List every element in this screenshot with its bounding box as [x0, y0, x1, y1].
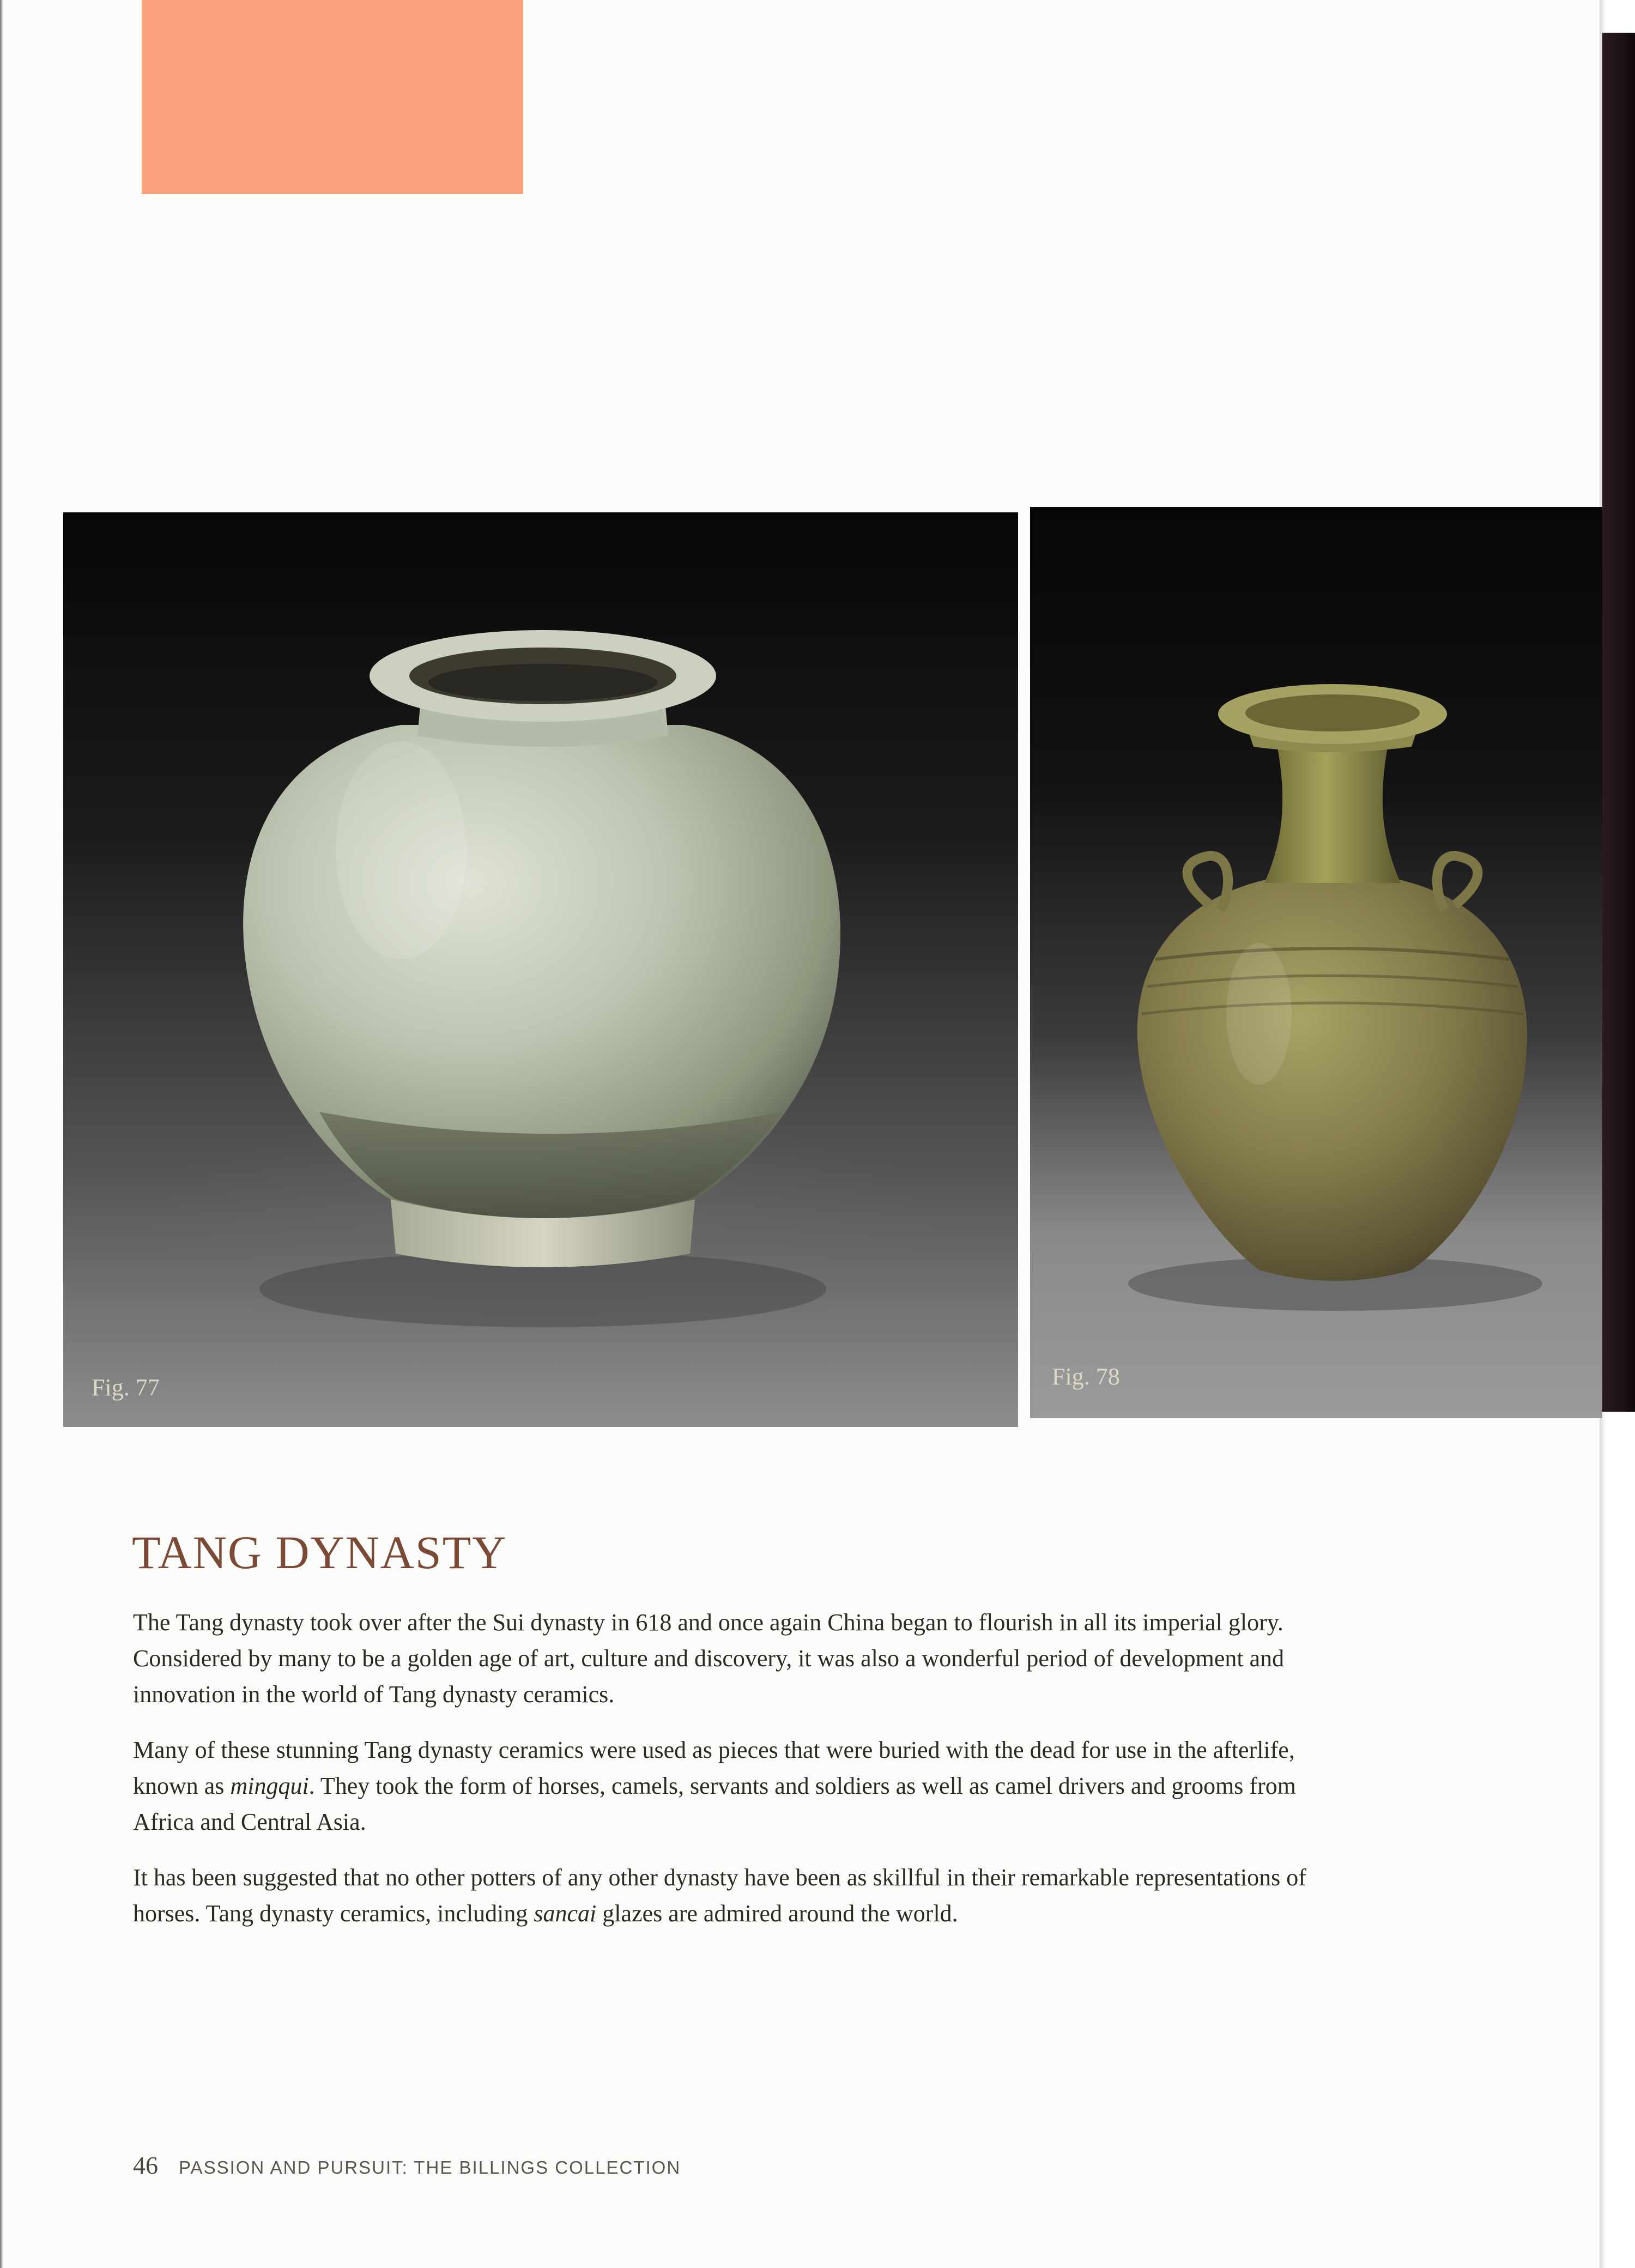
paragraph-text: Many of these stunning Tang dynasty ceramics were used as pieces that were buried with the dead for use in the afterlife, known as	[133, 1737, 1295, 1799]
italic-term-mingqui: mingqui	[230, 1773, 309, 1799]
section-title: TANG DYNASTY	[132, 1526, 507, 1578]
figure-77-photo	[63, 512, 1018, 1427]
figure-78-label: Fig. 78	[1052, 1363, 1120, 1390]
body-text	[133, 1605, 1332, 1951]
figure-78-photo	[1030, 507, 1602, 1418]
page-number: 46	[133, 2151, 158, 2179]
page-edge-shadow	[0, 0, 3, 2268]
paragraph-text: It has been suggested that no other potters of any other dynasty have been as skillful in their remarkable representations of horses. Tang dynasty ceramics, including	[133, 1864, 1306, 1927]
celadon-jar-image	[63, 512, 1018, 1427]
paragraph-text: The Tang dynasty took over after the Sui dynasty in 618 and once again China began to flourish in all its imperial glory. Considered by many to be a golden age of art, culture and discovery, it was also a wonderful period of development and innovation in the world of Tang dynasty ceramics.	[133, 1609, 1285, 1708]
accent-color-tab	[142, 0, 523, 194]
paragraph-text: . They took the form of horses, camels, servants and soldiers as well as camel drivers and grooms from Africa and Central Asia.	[133, 1773, 1296, 1835]
paragraph-text: glazes are admired around the world.	[596, 1900, 958, 1927]
paragraph	[133, 1732, 1332, 1840]
olive-vase-image	[1030, 507, 1602, 1418]
figure-77-label: Fig. 77	[92, 1374, 160, 1401]
italic-term-sancai: sancai	[534, 1900, 597, 1927]
paragraph	[133, 1860, 1332, 1932]
facing-page-edge	[1602, 33, 1635, 1412]
paragraph	[133, 1605, 1332, 1713]
running-title: PASSION AND PURSUIT: THE BILLINGS COLLECTION	[179, 2157, 681, 2178]
page-footer	[133, 2151, 681, 2184]
